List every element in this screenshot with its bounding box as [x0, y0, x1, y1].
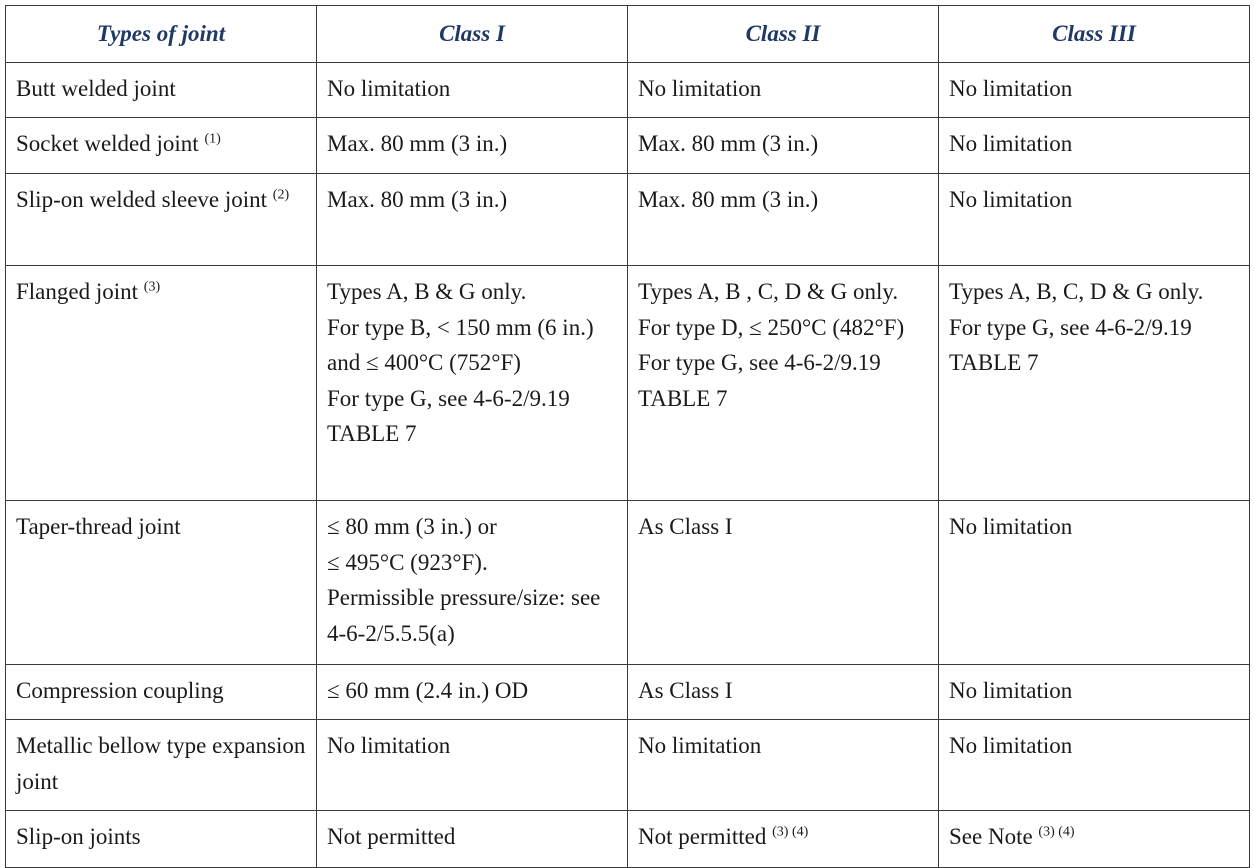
header-class-1: Class I [317, 6, 628, 63]
table-row [6, 501, 1250, 665]
class-2-cell: Not permitted $^{(3) (4)}$ [628, 811, 939, 868]
joint-type-cell: Compression coupling [6, 665, 317, 720]
class-3-cell: See Note $^{(3) (4)}$ [939, 811, 1250, 868]
joint-type-cell: Socket welded joint $^{(1)}$ [6, 118, 317, 174]
joint-type-cell: Metallic bellow type expansion joint [6, 720, 317, 811]
class-1-cell: Max. 80 mm (3 in.) [317, 118, 628, 174]
class-2-cell: As Class I [628, 665, 939, 720]
table-row [6, 811, 1250, 868]
class-2-cell: Max. 80 mm (3 in.) [628, 118, 939, 174]
table-row [6, 63, 1250, 118]
header-row [6, 6, 1250, 63]
class-2-cell: No limitation [628, 63, 939, 118]
class-2-cell: Types A, B , C, D & G only. For type D, ≤ 250°C (482°F) For type G, see 4-6-2/9.19 TABLE 7 [628, 266, 939, 501]
table-row [6, 174, 1250, 266]
header-class-2: Class II [628, 6, 939, 63]
class-3-cell: No limitation [939, 501, 1250, 665]
class-3-cell: No limitation [939, 665, 1250, 720]
class-3-cell: No limitation [939, 720, 1250, 811]
footnote-ref: (3) (4) [1038, 824, 1075, 840]
pipe-joint-limitations-table [5, 5, 1250, 868]
class-2-cell: No limitation [628, 720, 939, 811]
table-row [6, 720, 1250, 811]
class-3-cell: Types A, B, C, D & G only. For type G, see 4-6-2/9.19 TABLE 7 [939, 266, 1250, 501]
class-1-cell: No limitation [317, 720, 628, 811]
class-1-cell: ≤ 60 mm (2.4 in.) OD [317, 665, 628, 720]
class-1-cell: Max. 80 mm (3 in.) [317, 174, 628, 266]
class-2-cell: Max. 80 mm (3 in.) [628, 174, 939, 266]
footnote-ref: (3) (4) [772, 824, 809, 840]
class-3-cell: No limitation [939, 174, 1250, 266]
table-row [6, 118, 1250, 174]
table-row [6, 266, 1250, 501]
class-1-cell: Types A, B & G only. For type B, < 150 mm (6 in.) and ≤ 400°C (752°F) For type G, see 4-6-2/9.19 TABLE 7 [317, 266, 628, 501]
joint-type-cell: Taper-thread joint [6, 501, 317, 665]
footnote-ref: (1) [204, 131, 221, 147]
class-2-cell: As Class I [628, 501, 939, 665]
class-3-cell: No limitation [939, 118, 1250, 174]
table-row [6, 665, 1250, 720]
class-1-cell: Not permitted [317, 811, 628, 868]
footnote-ref: (3) [143, 279, 161, 295]
class-1-cell: No limitation [317, 63, 628, 118]
class-3-cell: No limitation [939, 63, 1250, 118]
header-class-3: Class III [939, 6, 1250, 63]
footnote-ref: (2) [272, 187, 290, 203]
class-1-cell: ≤ 80 mm (3 in.) or ≤ 495°C (923°F). Permissible pressure/size: see 4-6-2/5.5.5(a) [317, 501, 628, 665]
joint-type-cell: Flanged joint $^{(3)}$ [6, 266, 317, 501]
joint-type-cell: Slip-on welded sleeve joint $^{(2)}$ [6, 174, 317, 266]
joint-type-cell: Slip-on joints [6, 811, 317, 868]
joint-type-cell: Butt welded joint [6, 63, 317, 118]
header-types-of-joint: Types of joint [6, 6, 317, 63]
